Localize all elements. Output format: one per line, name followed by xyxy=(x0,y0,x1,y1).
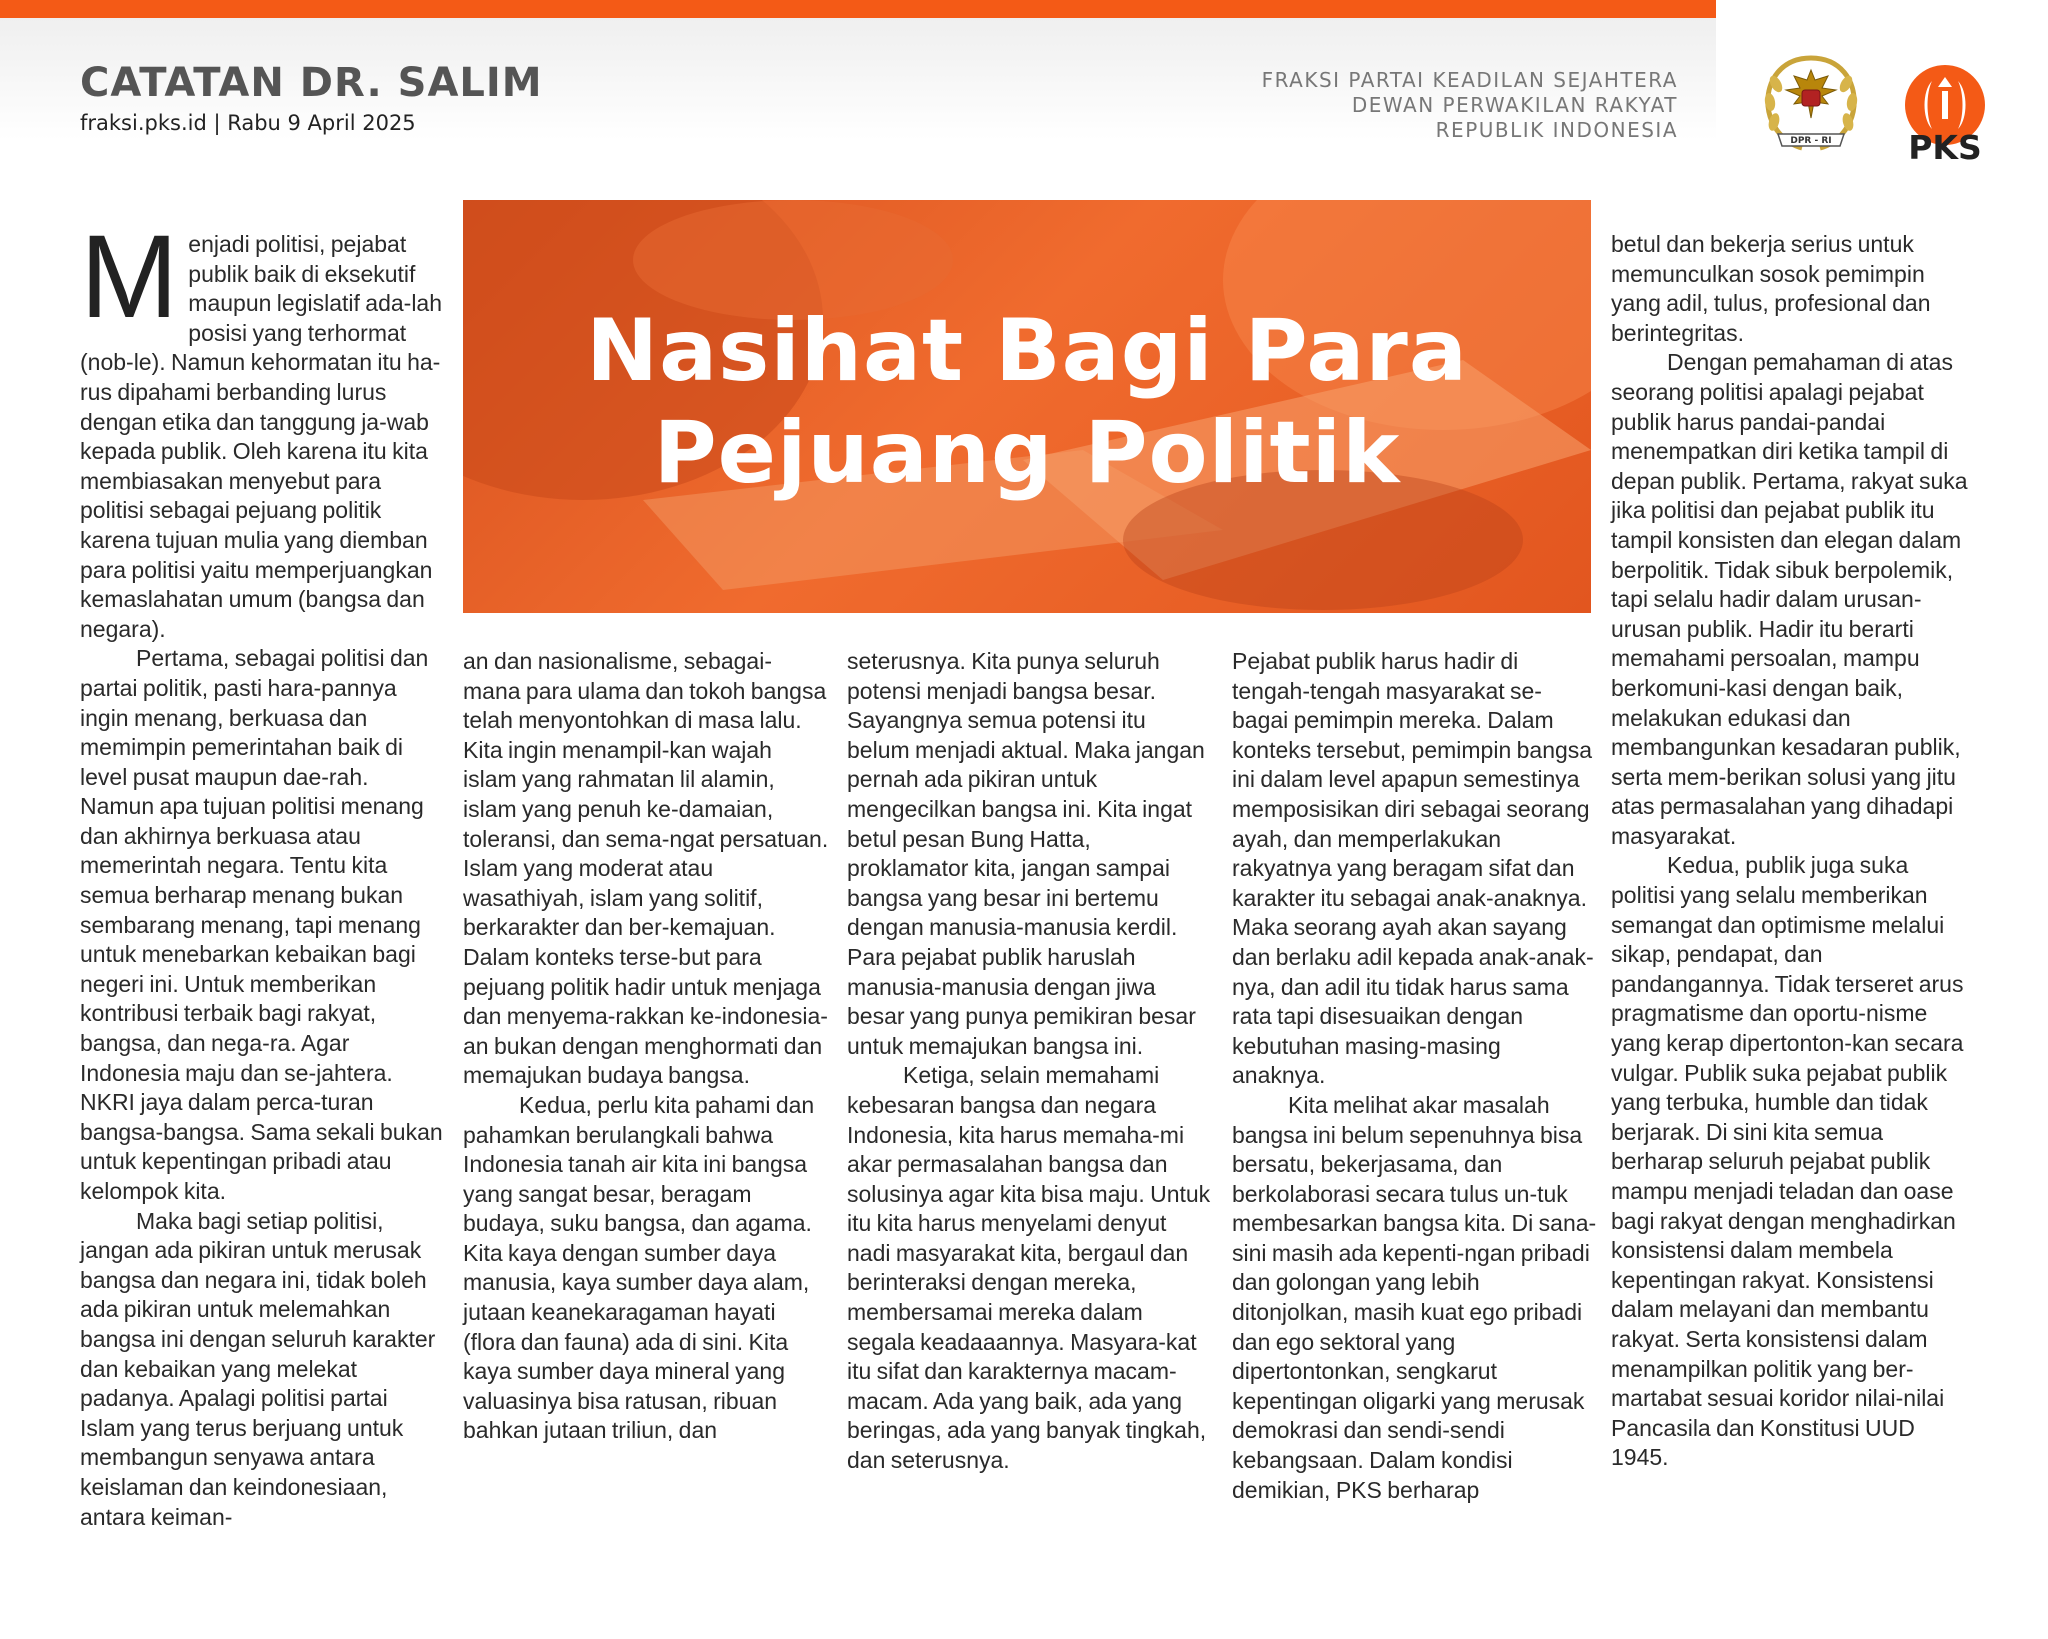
paragraph: Dengan pemahaman di atas seorang politisi apalagi pejabat publik harus pandai-pandai menempatkan diri ketika tampil di depan publik. Pertama, rakyat suka jika politisi dan pejabat publik itu tampil konsisten dan elegan dalam berpolitik. Tidak sibuk berpolemik, tapi selalu hadir dalam urusan-urusan publik. Hadir itu berarti memahami persoalan, mampu berkomuni-kasi dengan baik, melakukan edukasi dan membangunkan kesadaran publik, serta mem-berikan solusi yang jitu atas permasalahan yang dihadapi masyarakat. xyxy=(1611,349,1968,849)
article-column-5 xyxy=(1611,230,1971,1473)
drop-cap: M xyxy=(80,211,179,343)
paragraph-text: enjadi politisi, pejabat publik baik di eksekutif maupun legislatif ada-lah posisi yang terhormat (nob-le). Namun kehormatan itu ha-rus dipahami berbanding lurus dengan etika dan tanggung ja-wab kepada publik. Oleh karena itu kita membiasakan menyebut para politisi sebagai pejuang politik karena tujuan mulia yang diemban para politisi yaitu memperjuangkan kemaslahatan umum (bangsa dan negara). xyxy=(80,231,443,642)
headline-line-2: Pejuang Politik xyxy=(653,403,1401,503)
article-headline xyxy=(463,300,1591,504)
article-column-2 xyxy=(463,647,829,1446)
paragraph: betul dan bekerja serius untuk memunculkan sosok pemimpin yang adil, tulus, profesional dan berintegritas. xyxy=(1611,231,1931,346)
publisher-line: FRAKSI PARTAI KEADILAN SEJAHTERA xyxy=(1261,68,1678,92)
paragraph: Kita melihat akar masalah bangsa ini belum sepenuhnya bisa bersatu, bekerjasama, dan berkolaborasi secara tulus un-tuk membesarkan bangsa kita. Di sana-sini masih ada kepenti-ngan pribadi dan golongan yang lebih ditonjolkan, masih kuat ego pribadi dan ego sektoral yang dipertontonkan, sengkarut kepentingan oligarki yang merusak demokrasi dan sendi-sendi kebangsaan. Dalam kondisi demikian, PKS berharap xyxy=(1232,1091,1597,1503)
paragraph: Pejabat publik harus hadir di tengah-tengah masyarakat se-bagai pemimpin mereka. Dalam konteks tersebut, pemimpin bangsa ini dalam level apapun semestinya memposisikan diri sebagai seorang ayah, dan memperlakukan rakyatnya yang beragam sifat dan karakter itu sebagai anak-anaknya. Maka seorang ayah akan sayang dan berlaku adil kepada anak-anak-nya, dan adil itu tidak harus sama rata tapi disesuaikan dengan kebutuhan masing-masing anaknya. xyxy=(1232,648,1594,1089)
dpr-emblem-icon xyxy=(1752,44,1870,162)
accent-bar xyxy=(0,0,1716,18)
paragraph: Pertama, sebagai politisi dan partai politik, pasti hara-pannya ingin menang, berkuasa dan memimpin pemerintahan baik di level pusat maupun dae-rah. Namun apa tujuan politisi menang dan akhirnya berkuasa atau memerintah negara. Tentu kita semua berharap menang bukan sembarang menang, tapi menang untuk menebarkan kebaikan bagi negeri ini. Untuk memberikan kontribusi terbaik bagi rakyat, bangsa, dan nega-ra. Agar Indonesia maju dan se-jahtera. NKRI jaya dalam perca-turan bangsa-bangsa. Sama sekali bukan untuk kepentingan pribadi atau kelompok kita. xyxy=(80,645,443,1204)
paragraph: Maka bagi setiap politisi, jangan ada pikiran untuk merusak bangsa dan negara ini, tidak boleh ada pikiran untuk melemahkan bangsa ini dengan seluruh karakter dan kebaikan yang melekat padanya. Apalagi politisi partai Islam yang terus berjuang untuk membangun senyawa antara keislaman dan keindonesiaan, antara keiman- xyxy=(80,1207,436,1530)
paragraph: Kedua, perlu kita pahami dan pahamkan berulangkali bahwa Indonesia tanah air kita ini bangsa yang sangat besar, beragam budaya, suku bangsa, dan agama. Kita kaya dengan sumber daya manusia, kaya sumber daya alam, jutaan keanekaragaman hayati (flora dan fauna) ada di sini. Kita kaya sumber daya mineral yang valuasinya bisa ratusan, ribuan bahkan jutaan triliun, dan xyxy=(463,1091,815,1444)
article-column-1 xyxy=(80,211,446,1532)
publisher-line: REPUBLIK INDONESIA xyxy=(1435,118,1678,142)
paragraph xyxy=(80,211,446,644)
publisher-line: DEWAN PERWAKILAN RAKYAT xyxy=(1351,93,1678,117)
dateline: fraksi.pks.id | Rabu 9 April 2025 xyxy=(80,111,416,135)
paragraph: seterusnya. Kita punya seluruh potensi menjadi bangsa besar. Sayangnya semua potensi itu belum menjadi aktual. Maka jangan pernah ada pikiran untuk mengecilkan bangsa ini. Kita ingat betul pesan Bung Hatta, proklamator kita, jangan sampai bangsa yang besar ini bertemu dengan manusia-manusia kerdil. Para pejabat publik haruslah manusia-manusia dengan jiwa besar yang punya pemikiran besar untuk memajukan bangsa ini. xyxy=(847,648,1205,1059)
paragraph: Ketiga, selain memahami kebesaran bangsa dan negara Indonesia, kita harus memaha-mi akar permasalahan bangsa dan solusinya agar kita bisa maju. Untuk itu kita harus menyelami denyut nadi masyarakat kita, bergaul dan berinteraksi dengan mereka, membersamai mereka dalam segala keadaaannya. Masyara-kat itu sifat dan karakternya macam-macam. Ada yang baik, ada yang beringas, ada yang banyak tingkah, dan seterusnya. xyxy=(847,1062,1211,1474)
emblem-label: DPR - RI xyxy=(1790,136,1832,146)
hero-banner xyxy=(463,200,1591,613)
article-column-4 xyxy=(1232,647,1598,1505)
article-column-3 xyxy=(847,647,1213,1476)
pks-wordmark: PKS xyxy=(1908,128,1982,167)
headline-line-1: Nasihat Bagi Para xyxy=(586,301,1468,401)
paragraph: Kedua, publik juga suka politisi yang selalu memberikan semangat dan optimisme melalui sikap, pendapat, dan pandangannya. Tidak terseret arus pragmatisme dan oportu-nisme yang kerap dipertonton-kan secara vulgar. Publik suka pejabat publik yang terbuka, humble dan tidak berjarak. Di sini kita semua berharap seluruh pejabat publik mampu menjadi teladan dan oase bagi rakyat dengan menghadirkan konsistensi dalam membela kepentingan rakyat. Konsistensi dalam melayani dan membantu rakyat. Serta konsistensi dalam menampilkan politik yang ber-martabat sesuai koridor nilai-nilai Pancasila dan Konstitusi UUD 1945. xyxy=(1611,852,1964,1471)
paragraph: an dan nasionalisme, sebagai-mana para ulama dan tokoh bangsa telah menyontohkan di masa lalu. Kita ingin menampil-kan wajah islam yang rahmatan lil alamin, islam yang penuh ke-damaian, toleransi, dan sema-ngat persatuan. Islam yang moderat atau wasathiyah, islam yang solitif, berkarakter dan ber-kemajuan. Dalam konteks terse-but para pejuang politik hadir untuk menjaga dan menyema-rakkan ke-indonesia-an bukan dengan menghormati dan memajukan budaya bangsa. xyxy=(463,648,829,1089)
column-title: CATATAN DR. SALIM xyxy=(80,60,543,106)
publisher-block xyxy=(1262,68,1678,143)
